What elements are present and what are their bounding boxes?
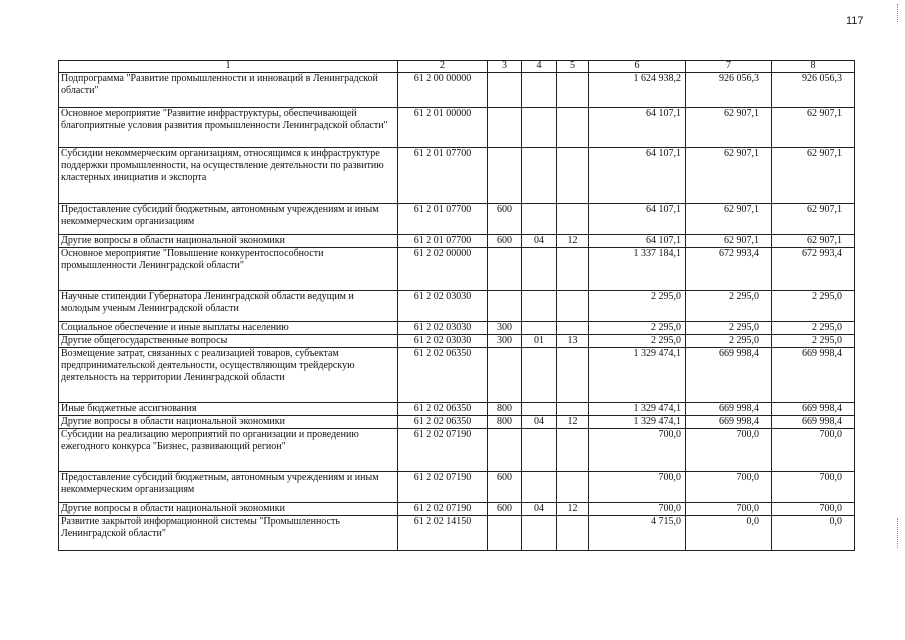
row-amount-col7: 700,0: [686, 472, 772, 503]
row-amount-col8: 672 993,4: [772, 248, 855, 291]
row-col3-cell: [488, 248, 522, 291]
row-amount-col7: 62 907,1: [686, 148, 772, 204]
row-name-cell: Иные бюджетные ассигнования: [59, 403, 398, 416]
row-name-cell: Другие вопросы в области национальной экономики: [59, 235, 398, 248]
row-amount-col6: 64 107,1: [589, 204, 686, 235]
row-name-cell: Другие вопросы в области национальной экономики: [59, 416, 398, 429]
row-code-cell: 61 2 02 00000: [398, 248, 488, 291]
row-amount-col7: 669 998,4: [686, 403, 772, 416]
row-amount-col6: 700,0: [589, 429, 686, 472]
scan-edge-mark: [897, 518, 900, 548]
row-col3-cell: [488, 291, 522, 322]
table-header-row: [59, 61, 855, 73]
row-col3-cell: [488, 148, 522, 204]
row-code-cell: 61 2 02 14150: [398, 516, 488, 551]
row-name-cell: Основное мероприятие "Развитие инфраструктуры, обеспечивающей благоприятные условия развития промышленности Ленинградской области": [59, 108, 398, 148]
row-code-cell: 61 2 02 07190: [398, 503, 488, 516]
row-name-cell: Предоставление субсидий бюджетным, автономным учреждениям и иным некоммерческим организациям: [59, 204, 398, 235]
row-col5-cell: 13: [557, 335, 589, 348]
row-code-cell: 61 2 01 07700: [398, 204, 488, 235]
row-amount-col8: 700,0: [772, 472, 855, 503]
row-col3-cell: 600: [488, 472, 522, 503]
row-amount-col8: 2 295,0: [772, 322, 855, 335]
page-number: 117: [846, 15, 864, 27]
scan-edge-mark: [897, 4, 900, 22]
row-col4-cell: [522, 204, 557, 235]
row-col3-cell: 600: [488, 204, 522, 235]
row-amount-col6: 64 107,1: [589, 148, 686, 204]
row-col5-cell: [557, 348, 589, 403]
row-amount-col7: 62 907,1: [686, 108, 772, 148]
row-amount-col7: 669 998,4: [686, 416, 772, 429]
row-name-cell: Другие вопросы в области национальной экономики: [59, 503, 398, 516]
row-code-cell: 61 2 02 03030: [398, 291, 488, 322]
row-amount-col7: 700,0: [686, 503, 772, 516]
row-col4-cell: [522, 73, 557, 108]
row-amount-col8: 700,0: [772, 503, 855, 516]
row-col5-cell: 12: [557, 235, 589, 248]
table-row: [59, 108, 855, 148]
row-amount-col7: 62 907,1: [686, 204, 772, 235]
table-row: [59, 291, 855, 322]
table-row: [59, 204, 855, 235]
row-amount-col8: 62 907,1: [772, 148, 855, 204]
row-col4-cell: [522, 108, 557, 148]
row-amount-col7: 926 056,3: [686, 73, 772, 108]
row-amount-col6: 2 295,0: [589, 322, 686, 335]
row-col4-cell: 04: [522, 416, 557, 429]
row-col3-cell: [488, 348, 522, 403]
row-col5-cell: [557, 291, 589, 322]
row-amount-col8: 669 998,4: [772, 416, 855, 429]
row-amount-col8: 700,0: [772, 429, 855, 472]
row-col3-cell: [488, 516, 522, 551]
row-amount-col6: 1 624 938,2: [589, 73, 686, 108]
row-amount-col8: 926 056,3: [772, 73, 855, 108]
row-col3-cell: 300: [488, 335, 522, 348]
row-col5-cell: [557, 403, 589, 416]
col-header-6: 6: [589, 61, 686, 73]
col-header-3: 3: [488, 61, 522, 73]
row-amount-col8: 62 907,1: [772, 108, 855, 148]
row-col3-cell: 600: [488, 503, 522, 516]
row-col5-cell: [557, 148, 589, 204]
table-row: [59, 148, 855, 204]
table-row: [59, 73, 855, 108]
table-row: [59, 248, 855, 291]
row-amount-col6: 4 715,0: [589, 516, 686, 551]
row-amount-col7: 2 295,0: [686, 322, 772, 335]
row-amount-col6: 1 329 474,1: [589, 416, 686, 429]
row-amount-col7: 2 295,0: [686, 335, 772, 348]
row-code-cell: 61 2 00 00000: [398, 73, 488, 108]
table-row: [59, 348, 855, 403]
row-amount-col6: 2 295,0: [589, 335, 686, 348]
table-row: [59, 472, 855, 503]
row-code-cell: 61 2 02 07190: [398, 429, 488, 472]
row-name-cell: Развитие закрытой информационной системы "Промышленность Ленинградской области": [59, 516, 398, 551]
table-row: [59, 403, 855, 416]
row-name-cell: Научные стипендии Губернатора Ленинградской области ведущим и молодым ученым Ленинградской области: [59, 291, 398, 322]
table-row: [59, 322, 855, 335]
row-col4-cell: [522, 248, 557, 291]
row-amount-col8: 669 998,4: [772, 403, 855, 416]
table-row: [59, 516, 855, 551]
row-amount-col6: 64 107,1: [589, 108, 686, 148]
row-name-cell: Возмещение затрат, связанных с реализацией товаров, субъектам предпринимательской деятельности, осуществляющим трейдерскую деятельность на территории Ленинградской области: [59, 348, 398, 403]
row-col3-cell: [488, 73, 522, 108]
row-amount-col6: 1 337 184,1: [589, 248, 686, 291]
row-col4-cell: 04: [522, 235, 557, 248]
row-code-cell: 61 2 02 07190: [398, 472, 488, 503]
row-amount-col8: 2 295,0: [772, 291, 855, 322]
row-amount-col7: 700,0: [686, 429, 772, 472]
row-col3-cell: 300: [488, 322, 522, 335]
row-amount-col6: 2 295,0: [589, 291, 686, 322]
row-amount-col7: 62 907,1: [686, 235, 772, 248]
col-header-4: 4: [522, 61, 557, 73]
row-code-cell: 61 2 02 06350: [398, 416, 488, 429]
row-amount-col7: 669 998,4: [686, 348, 772, 403]
col-header-2: 2: [398, 61, 488, 73]
row-col4-cell: [522, 429, 557, 472]
row-amount-col8: 669 998,4: [772, 348, 855, 403]
row-col5-cell: [557, 429, 589, 472]
row-amount-col7: 672 993,4: [686, 248, 772, 291]
table-row: [59, 429, 855, 472]
col-header-5: 5: [557, 61, 589, 73]
row-amount-col8: 62 907,1: [772, 204, 855, 235]
row-amount-col6: 700,0: [589, 503, 686, 516]
row-col4-cell: [522, 291, 557, 322]
table-body: [59, 73, 855, 551]
budget-table: [58, 60, 855, 551]
row-col5-cell: [557, 204, 589, 235]
row-col4-cell: [522, 516, 557, 551]
row-col5-cell: [557, 248, 589, 291]
table-row: [59, 235, 855, 248]
row-code-cell: 61 2 02 06350: [398, 348, 488, 403]
row-col3-cell: 800: [488, 416, 522, 429]
table-row: [59, 335, 855, 348]
row-col3-cell: [488, 429, 522, 472]
table-row: [59, 503, 855, 516]
row-code-cell: 61 2 02 06350: [398, 403, 488, 416]
col-header-8: 8: [772, 61, 855, 73]
row-name-cell: Подпрограмма "Развитие промышленности и инноваций в Ленинградской области": [59, 73, 398, 108]
row-name-cell: Предоставление субсидий бюджетным, автономным учреждениям и иным некоммерческим организациям: [59, 472, 398, 503]
col-header-7: 7: [686, 61, 772, 73]
row-name-cell: Субсидии некоммерческим организациям, относящимся к инфраструктуре поддержки промышленности, на осуществление деятельности по развитию кластерных инициатив и экспорта: [59, 148, 398, 204]
row-name-cell: Другие общегосударственные вопросы: [59, 335, 398, 348]
row-amount-col7: 2 295,0: [686, 291, 772, 322]
row-col4-cell: [522, 472, 557, 503]
row-amount-col7: 0,0: [686, 516, 772, 551]
row-col4-cell: [522, 322, 557, 335]
row-col5-cell: [557, 322, 589, 335]
row-code-cell: 61 2 02 03030: [398, 335, 488, 348]
row-col4-cell: [522, 148, 557, 204]
row-name-cell: Субсидии на реализацию мероприятий по организации и проведению ежегодного конкурса "Бизнес, развивающий регион": [59, 429, 398, 472]
row-col4-cell: [522, 348, 557, 403]
row-name-cell: Основное мероприятие "Повышение конкурентоспособности промышленности Ленинградской области": [59, 248, 398, 291]
row-col5-cell: 12: [557, 416, 589, 429]
row-col3-cell: 600: [488, 235, 522, 248]
row-col5-cell: 12: [557, 503, 589, 516]
row-code-cell: 61 2 01 00000: [398, 108, 488, 148]
row-amount-col8: 2 295,0: [772, 335, 855, 348]
row-amount-col6: 1 329 474,1: [589, 403, 686, 416]
row-name-cell: Социальное обеспечение и иные выплаты населению: [59, 322, 398, 335]
row-amount-col8: 0,0: [772, 516, 855, 551]
row-code-cell: 61 2 01 07700: [398, 235, 488, 248]
row-amount-col8: 62 907,1: [772, 235, 855, 248]
row-col5-cell: [557, 472, 589, 503]
row-col5-cell: [557, 73, 589, 108]
row-amount-col6: 64 107,1: [589, 235, 686, 248]
row-amount-col6: 700,0: [589, 472, 686, 503]
row-col3-cell: 800: [488, 403, 522, 416]
row-col5-cell: [557, 516, 589, 551]
row-col3-cell: [488, 108, 522, 148]
row-amount-col6: 1 329 474,1: [589, 348, 686, 403]
table-row: [59, 416, 855, 429]
row-code-cell: 61 2 02 03030: [398, 322, 488, 335]
row-col5-cell: [557, 108, 589, 148]
col-header-1: 1: [59, 61, 398, 73]
row-col4-cell: [522, 403, 557, 416]
row-col4-cell: 01: [522, 335, 557, 348]
row-col4-cell: 04: [522, 503, 557, 516]
row-code-cell: 61 2 01 07700: [398, 148, 488, 204]
